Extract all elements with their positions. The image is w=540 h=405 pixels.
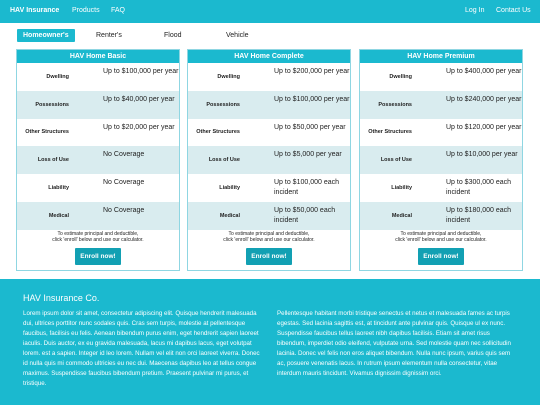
coverage-value: Up to $300,000 each incident <box>446 179 511 197</box>
coverage-row-other-structures <box>360 119 522 147</box>
coverage-label: Liability <box>391 185 412 192</box>
nav-link-products[interactable]: Products <box>72 7 100 14</box>
product-tabs <box>0 23 540 47</box>
coverage-value: Up to $10,000 per year <box>446 151 518 159</box>
plan-title: HAV Home Complete <box>188 50 350 63</box>
coverage-row-other-structures <box>17 119 179 147</box>
coverage-row-liability <box>360 174 522 202</box>
coverage-label: Medical <box>48 212 69 219</box>
coverage-value: Up to $20,000 per year <box>103 123 175 131</box>
coverage-row-liability <box>188 174 350 202</box>
plan-title: HAV Home Premium <box>360 50 522 63</box>
coverage-row-loss-of-use <box>360 146 522 174</box>
coverage-value: Up to $400,000 per year <box>446 68 522 75</box>
coverage-row-possessions <box>17 91 179 119</box>
coverage-label: Loss of Use <box>37 157 69 164</box>
top-navbar <box>0 0 540 23</box>
plan-card-complete <box>187 49 351 271</box>
estimate-note <box>17 231 179 243</box>
estimate-note-line: click 'enroll' below and use our calculator. <box>52 237 144 243</box>
coverage-row-loss-of-use <box>17 146 179 174</box>
estimate-note-line: To estimate principal and deductible, <box>400 231 482 237</box>
footer <box>0 279 540 405</box>
plan-card-premium <box>359 49 523 271</box>
tab-flood[interactable]: Flood <box>164 32 182 39</box>
coverage-label: Liability <box>48 185 69 192</box>
coverage-label: Loss of Use <box>208 157 240 164</box>
coverage-row-medical <box>17 202 179 230</box>
coverage-row-loss-of-use <box>188 146 350 174</box>
tab-homeowners[interactable]: Homeowner's <box>17 29 75 42</box>
coverage-value: Up to $100,000 per year <box>274 95 350 103</box>
nav-link-contact[interactable]: Contact Us <box>496 7 531 14</box>
tab-vehicle[interactable]: Vehicle <box>226 32 249 39</box>
enroll-button-complete[interactable]: Enroll now! <box>246 248 292 265</box>
footer-title: HAV Insurance Co. <box>23 293 100 303</box>
coverage-value: No Coverage <box>103 206 145 214</box>
coverage-value: No Coverage <box>103 179 145 187</box>
coverage-row-possessions <box>188 91 350 119</box>
coverage-label: Liability <box>219 185 240 192</box>
coverage-label: Possessions <box>378 101 412 108</box>
coverage-row-dwelling <box>17 63 179 91</box>
coverage-label: Other Structures <box>25 129 69 136</box>
coverage-label: Other Structures <box>368 129 412 136</box>
coverage-row-other-structures <box>188 119 350 147</box>
coverage-row-possessions <box>360 91 522 119</box>
coverage-value: Up to $40,000 per year <box>103 95 175 103</box>
coverage-value: Up to $240,000 per year <box>446 95 522 103</box>
estimate-note-line: To estimate principal and deductible, <box>57 231 139 237</box>
coverage-row-dwelling <box>360 63 522 91</box>
estimate-note-line: click 'enroll' below and use our calculator. <box>223 237 315 243</box>
coverage-row-medical <box>188 202 350 230</box>
coverage-value: Up to $5,000 per year <box>274 151 342 159</box>
estimate-note <box>360 231 522 243</box>
coverage-value: Up to $120,000 per year <box>446 123 522 131</box>
plan-title: HAV Home Basic <box>17 50 179 63</box>
coverage-value: Up to $50,000 per year <box>274 123 346 131</box>
brand-link[interactable]: HAV Insurance <box>10 7 60 14</box>
coverage-label: Dwelling <box>217 73 240 80</box>
coverage-label: Dwelling <box>389 73 412 80</box>
coverage-label: Possessions <box>35 101 69 108</box>
coverage-row-medical <box>360 202 522 230</box>
coverage-value: Up to $100,000 per year <box>103 68 179 75</box>
coverage-label: Dwelling <box>46 73 69 80</box>
coverage-value: No Coverage <box>103 151 145 159</box>
nav-link-faq[interactable]: FAQ <box>111 7 126 14</box>
estimate-note <box>188 231 350 243</box>
coverage-label: Loss of Use <box>380 157 412 164</box>
coverage-label: Medical <box>391 212 412 219</box>
tab-renters[interactable]: Renter's <box>96 32 122 39</box>
estimate-note-line: click 'enroll' below and use our calculator. <box>395 237 487 243</box>
coverage-value: Up to $50,000 each incident <box>274 206 336 224</box>
coverage-label: Medical <box>219 212 240 219</box>
plan-card-basic <box>16 49 180 271</box>
enroll-button-basic[interactable]: Enroll now! <box>75 248 121 265</box>
coverage-value: Up to $200,000 per year <box>274 68 350 75</box>
coverage-label: Other Structures <box>196 129 240 136</box>
estimate-note-line: To estimate principal and deductible, <box>228 231 310 237</box>
nav-link-login[interactable]: Log In <box>465 7 485 14</box>
footer-text-left: Lorem ipsum dolor sit amet, consectetur adipiscing elit. Quisque hendrerit malesuada dui, ultrices porttitor nunc sodales quis. Cras sem turpis, molestie at pellentesque faucibus, facilisis eu felis. Aenean bibendum purus enim, eget hendrerit sapien laoreet iaculis. Duis auctor, ex eu gravida malesuada, lacus mi dapibus lacus, eget volutpat lorem. est a sapien. Integer id leo lorem. Nullam vel elit non orci laoreet viverra. Donec id nulla quis mi commodo ultricies eu nec dui. Maecenas dapibus leo at tellus congue maximus. Suspendisse faucibus bibendum pretium. Praesent pulvinar mi purus, et tristique. <box>23 310 260 387</box>
enroll-button-premium[interactable]: Enroll now! <box>418 248 464 265</box>
coverage-value: Up to $180,000 each incident <box>446 206 511 224</box>
coverage-label: Possessions <box>206 101 240 108</box>
coverage-row-liability <box>17 174 179 202</box>
coverage-value: Up to $100,000 each incident <box>274 179 339 197</box>
footer-text-right: Pellentesque habitant morbi tristique senectus et netus et malesuada fames ac turpis egestas. Sed lacinia sagittis est, at tincidunt ante pulvinar quis. Quisque ul ex nunc. Suspendisse faucibus tellus laoreet nibh dapibus facilisis. Etiam sit amet risus bibendum, imperdiet odio eleifend, vulputate urna. Sed molestie quam nec sollicitudin lacinia. Donec vel felis non eros aliquet bibendum. Nulla nunc ipsum, varius quis sem ac, posuere venenatis lacus. In rutrum ipsum elementum nulla consectetur, vitae interdum mauris tincidunt. Vivamus dignissim dignissim orci. <box>277 310 511 377</box>
coverage-row-dwelling <box>188 63 350 91</box>
